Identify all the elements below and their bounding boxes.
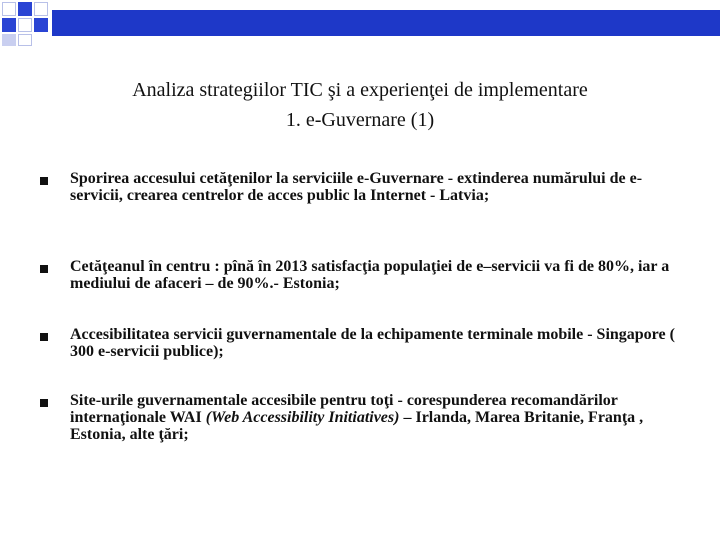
bullet-text: Sporirea accesului cetăţenilor la serviciile e-Guvernare - extinderea numărului de e-servicii, crearea centrelor de acces public la Internet - Latvia;	[70, 170, 643, 204]
bullet-text: Accesibilitatea servicii guvernamentale de la echipamente terminale mobile - Singapore ( 300 e-servicii publice);	[70, 326, 675, 360]
bullet-text-part: Site-urile guvernamentale accesibile pentru toţi - corespunderea recomandărilor internaţionale WAI	[70, 392, 618, 426]
square-bullet-icon	[40, 333, 48, 341]
decor-square	[2, 34, 16, 46]
bullet-text-italic: (Web Accessibility Initiatives)	[205, 409, 400, 426]
header-bar	[52, 10, 720, 36]
decor-square	[34, 2, 48, 16]
decor-square	[18, 34, 32, 46]
square-bullet-icon	[40, 177, 48, 185]
decor-square	[2, 2, 16, 16]
slide-title	[40, 75, 680, 135]
square-bullet-icon	[40, 265, 48, 273]
square-bullet-icon	[40, 399, 48, 407]
header-decoration	[0, 0, 720, 48]
bullet-text	[70, 392, 680, 443]
decor-square	[34, 18, 48, 32]
bullet-text: Cetăţeanul în centru : pînă în 2013 satisfacţia populaţiei de e–servicii va fi de 80%, iar a mediului de afaceri – de 90%.- Estonia;	[70, 258, 670, 292]
bullet-text-part: – Irlanda, Marea Britanie, Franţa , Estonia, alte ţări;	[70, 409, 644, 443]
decor-square	[18, 18, 32, 32]
decor-square	[2, 18, 16, 32]
title-line-1: Analiza strategiilor TIC şi a experienţei de implementare	[132, 79, 588, 102]
title-line-2: 1. e-Guvernare (1)	[285, 109, 435, 132]
decor-square	[18, 2, 32, 16]
